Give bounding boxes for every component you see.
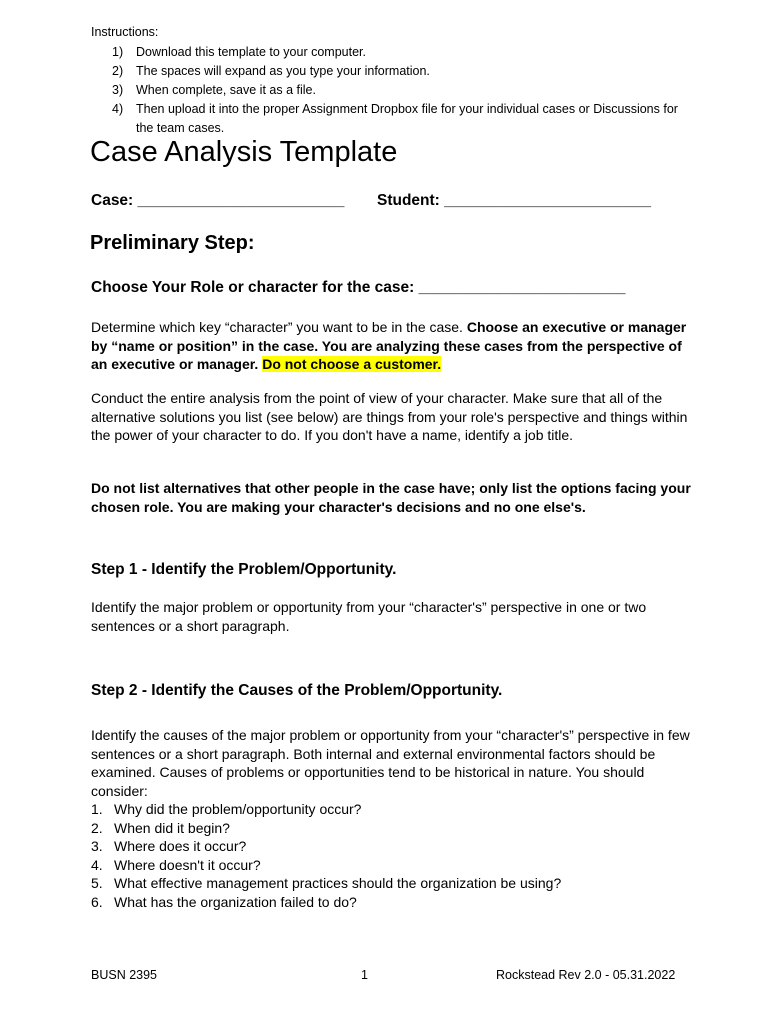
- list-item-text: Why did the problem/opportunity occur?: [114, 801, 362, 817]
- role-field[interactable]: Choose Your Role or character for the case: ________________________: [91, 279, 626, 296]
- list-number: 1): [112, 45, 124, 59]
- list-number: 4.: [91, 856, 103, 873]
- highlighted-text: Do not choose a customer.: [262, 356, 442, 372]
- preliminary-paragraph-1: [91, 318, 691, 374]
- list-item-text: When did it begin?: [114, 819, 230, 836]
- instruction-item: [91, 100, 691, 138]
- list-number: 2): [112, 64, 124, 78]
- list-number: 3.: [91, 838, 103, 854]
- instructions-list: [91, 43, 691, 138]
- list-item-text: Where does it occur?: [114, 838, 247, 854]
- list-item: [91, 837, 561, 856]
- student-field[interactable]: Student: ________________________: [377, 192, 652, 209]
- list-number: 4): [112, 102, 124, 116]
- instruction-text: Then upload it into the proper Assignment Dropbox file for your individual cases or Discussions for the team cases.: [136, 102, 678, 135]
- paragraph-text: Determine which key “character” you want to be in the case.: [91, 319, 467, 335]
- page-title: Case Analysis Template: [90, 136, 398, 168]
- list-item: [91, 819, 561, 838]
- list-number: 1.: [91, 801, 103, 817]
- step1-text: Identify the major problem or opportunity from your “character's” perspective in one or two sentences or a short paragraph.: [91, 599, 647, 634]
- paragraph-bold-text: Choose an executive or manager by “name or position” in the case. You are analyzing these cases from the perspective of an executive or manager.: [91, 319, 687, 372]
- step2-text: Identify the causes of the major problem or opportunity from your “character's” perspective in few sentences or a short paragraph. Both internal and external environmental factors should be examined. Causes of problems or opportunities tend to be historical in nature. You should consider:: [91, 727, 690, 799]
- instructions-title: Instructions:: [91, 25, 159, 39]
- instruction-item: [91, 81, 691, 100]
- instruction-text: When complete, save it as a file.: [136, 83, 316, 97]
- footer-page-number: 1: [361, 968, 368, 982]
- list-item: [91, 893, 561, 912]
- list-number: 2.: [91, 819, 103, 836]
- preliminary-paragraph-3: Do not list alternatives that other people in the case have; only list the options facing your chosen role. You are making your character's decisions and no one else's.: [91, 480, 691, 515]
- instruction-item: [91, 43, 691, 62]
- list-item: [91, 874, 561, 893]
- step1-heading: Step 1 - Identify the Problem/Opportunity.: [91, 561, 397, 578]
- causes-list: [91, 800, 561, 911]
- list-item-text: Where doesn't it occur?: [114, 856, 261, 873]
- instruction-text: The spaces will expand as you type your information.: [136, 64, 430, 78]
- list-number: 5.: [91, 875, 103, 891]
- preliminary-heading: Preliminary Step:: [90, 232, 255, 254]
- preliminary-paragraph-2: Conduct the entire analysis from the point of view of your character. Make sure that all of the alternative solutions you list (see below) are things from your role's perspective and things within the power of your character to do. If you don't have a name, identify a job title.: [91, 390, 688, 443]
- instruction-item: [91, 62, 691, 81]
- instruction-text: Download this template to your computer.: [136, 45, 366, 59]
- list-number: 3): [112, 83, 124, 97]
- footer-course: BUSN 2395: [91, 968, 158, 982]
- list-number: 6.: [91, 893, 103, 910]
- list-item-text: What has the organization failed to do?: [114, 893, 357, 910]
- step2-heading: Step 2 - Identify the Causes of the Problem/Opportunity.: [91, 682, 503, 699]
- list-item-text: What effective management practices should the organization be using?: [114, 875, 562, 891]
- list-item: [91, 856, 561, 875]
- case-field[interactable]: Case: ________________________: [91, 192, 345, 209]
- footer-revision: Rockstead Rev 2.0 - 05.31.2022: [496, 968, 676, 982]
- list-item: [91, 800, 561, 819]
